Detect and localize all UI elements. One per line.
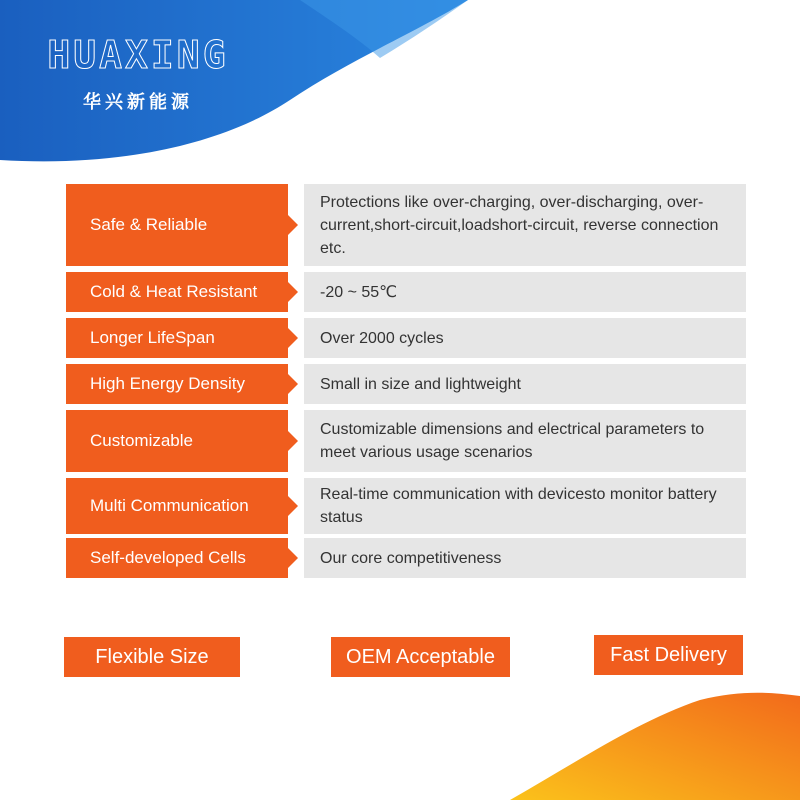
brand-tagline: 华兴新能源: [83, 92, 193, 113]
feature-description: Protections like over-charging, over-discharging, over-current,short-circuit,loadshort-circuit, reverse connection etc.: [304, 184, 746, 266]
feature-label: Multi Communication: [66, 478, 288, 534]
feature-row: [66, 272, 746, 312]
feature-description: -20 ~ 55℃: [304, 272, 746, 312]
feature-label: Self-developed Cells: [66, 538, 288, 578]
feature-description: Small in size and lightweight: [304, 364, 746, 404]
feature-description: Our core competitiveness: [304, 538, 746, 578]
feature-row: [66, 318, 746, 358]
feature-label: Customizable: [66, 410, 288, 472]
feature-row: [66, 538, 746, 578]
feature-label: High Energy Density: [66, 364, 288, 404]
feature-row: [66, 410, 746, 472]
feature-description: Customizable dimensions and electrical parameters to meet various usage scenarios: [304, 410, 746, 472]
feature-label: Safe & Reliable: [66, 184, 288, 266]
fast-delivery-badge: Fast Delivery: [594, 635, 743, 675]
feature-row: [66, 184, 746, 266]
feature-row: [66, 478, 746, 534]
feature-description: Real-time communication with devicesto monitor battery status: [304, 478, 746, 534]
feature-description: Over 2000 cycles: [304, 318, 746, 358]
oem-acceptable-badge: OEM Acceptable: [331, 637, 510, 677]
brand-logo: [28, 33, 248, 114]
brand-name: HUAXING: [47, 33, 229, 77]
feature-label: Longer LifeSpan: [66, 318, 288, 358]
feature-row: [66, 364, 746, 404]
feature-label: Cold & Heat Resistant: [66, 272, 288, 312]
flexible-size-badge: Flexible Size: [64, 637, 240, 677]
